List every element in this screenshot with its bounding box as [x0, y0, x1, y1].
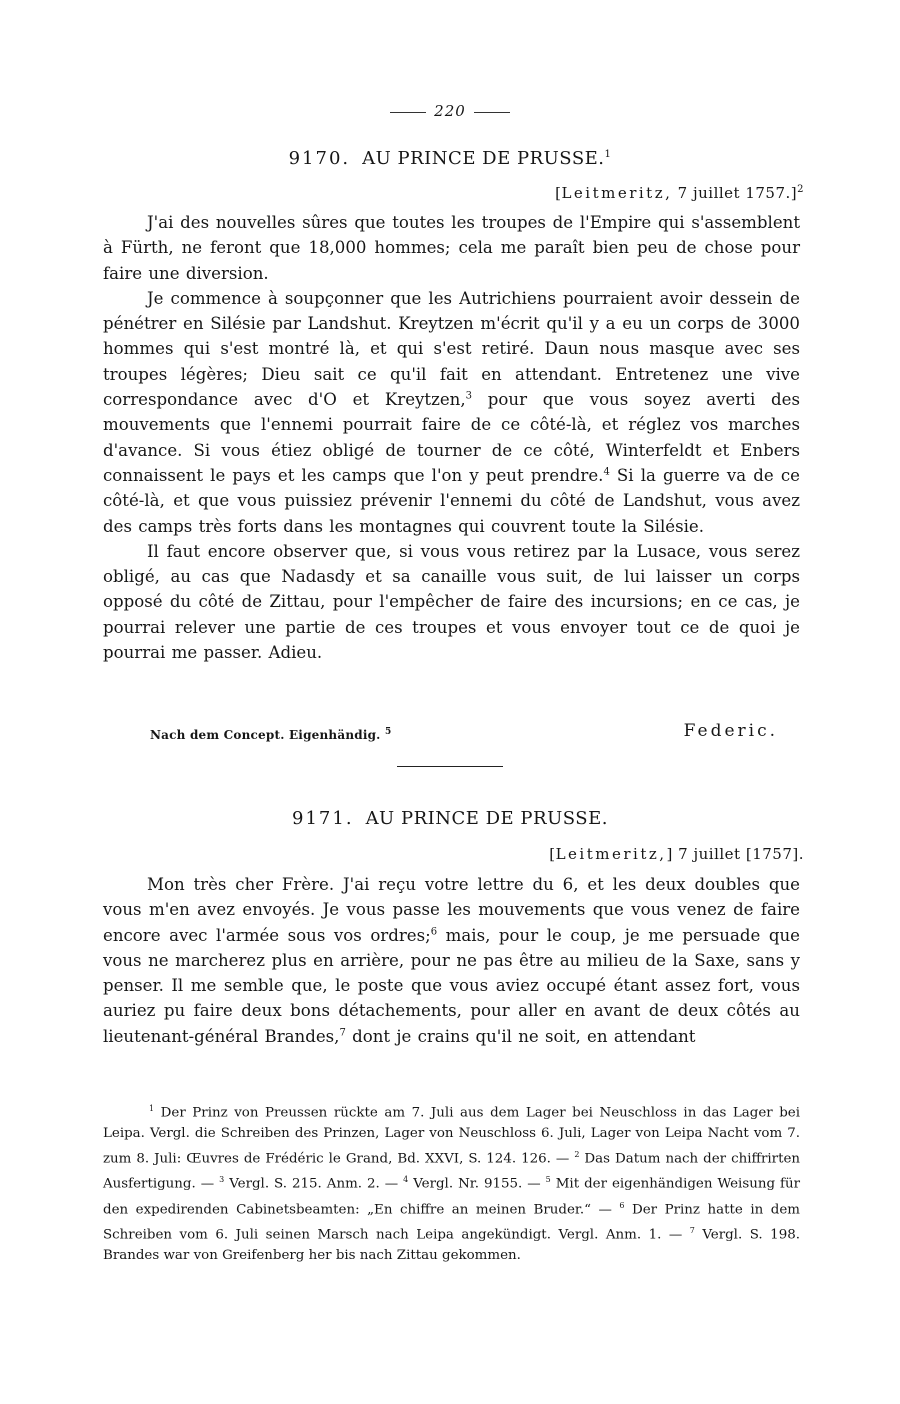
source-note — [150, 728, 391, 742]
date-rest: 7 juillet 1757.] — [672, 184, 798, 202]
footnote-paragraph — [103, 1099, 800, 1267]
footnote-ref: 2 — [797, 184, 804, 195]
footnote-ref: 5 — [384, 727, 392, 737]
letter-number: 9170. — [288, 148, 351, 169]
footnote-text: Der Prinz hatte in dem Schreiben vom 6. Juli seinen Marsch nach Leipa angekündigt. Vergl. Anm. 1. — — [103, 1202, 800, 1243]
footnote-number: 4 — [403, 1175, 409, 1185]
footnote-number: 3 — [219, 1175, 225, 1185]
letter-dateline-9171 — [549, 845, 804, 863]
footnote-ref: 3 — [465, 390, 472, 402]
date-place: Leitmeritz, — [561, 184, 673, 202]
footnote-ref: 6 — [430, 926, 438, 938]
footnote-text: Das Datum nach der chiffrirten Ausfertigung. — — [103, 1151, 801, 1192]
paragraph: Il faut encore observer que, si vous vous retirez par la Lusace, vous serez obligé, au cas que Nadasdy et sa canaille vous suit, de lui laisser un corps opposé du côté de Zittau, pour l'empêcher de faire des incursions; en ce cas, je pourrai relever une partie de ces troupes et vous envoyer tout ce de quoi je pourrai me passer. Adieu. — [103, 541, 800, 663]
footnote-text: Mit der eigenhändigen Weisung für den expedirenden Cabinetsbeamten: „En chiffre an meinen Bruder.“ — — [103, 1176, 800, 1218]
paragraph — [103, 872, 800, 1049]
letter-closing-9170 — [150, 721, 778, 743]
letter-body-9171 — [103, 872, 800, 1049]
footnote-number: 7 — [689, 1225, 695, 1235]
footnote-text: Der Prinz von Preussen rückte am 7. Juli aus dem Lager bei Neuschloss in das Lager bei Leipa. Vergl. die Schreiben des Prinzen, Lager von Neuschloss 6. Juli, Lager von Leipa Nacht vom 7. zum 8. Juli: Œuvres de Frédéric le Grand, Bd. XXVI, S. 124. 126. — — [103, 1105, 800, 1167]
letter-heading-9170 — [0, 148, 900, 169]
header-dash-left — [390, 112, 426, 113]
footnote-text: Vergl. S. 198. Brandes war von Greifenberg her bis nach Zittau gekommen. — [103, 1227, 800, 1264]
paragraph-text: pour que vous soyez averti des mouvements que l'ennemi pourrait faire de ce côté-là, et réglez vos marches d'avance. Si vous étiez obligé de tourner de ce côté, Winterfeldt et Enbers connaissent le pays et les camps que l'on y peut prendre. — [103, 390, 800, 485]
letter-title: AU PRINCE DE PRUSSE. — [362, 148, 605, 169]
footnote-number: 6 — [619, 1200, 625, 1210]
bracket: [ — [555, 184, 562, 202]
page-header — [0, 102, 900, 120]
date-rest: ] 7 juillet [1757]. — [666, 845, 804, 863]
paragraph-text: mais, pour le coup, je me persuade que vous ne marcherez plus en arrière, pour ne pas être au milieu de la Saxe, sans y penser. Il me semble que, le poste que vous aviez occupé étant assez fort, vous auriez pu faire deux bons détachements, pour aller en avant de deux côtés au lieutenant-général Brandes, — [103, 925, 800, 1046]
footnote-ref: 4 — [603, 466, 610, 478]
letter-body-9170 — [103, 210, 800, 665]
footnote-number: 2 — [574, 1150, 580, 1160]
footnote-text: Vergl. S. 215. Anm. 2. — — [224, 1176, 404, 1192]
footnote-ref: 1 — [604, 149, 612, 160]
paragraph: J'ai des nouvelles sûres que toutes les troupes de l'Empire qui s'assemblent à Fürth, ne feront que 18,000 hommes; cela me paraît bien peu de chose pour faire une diversion. — [103, 213, 800, 283]
header-dash-right — [474, 112, 510, 113]
paragraph-text: Je commence à soupçonner que les Autrichiens pourraient avoir dessein de pénétrer en Silésie par Landshut. Kreytzen m'écrit qu'il y a eu un corps de 3000 hommes qui s'est montré là, et qui s'est retiré. Daun nous masque avec ses troupes légères; Dieu sait ce qu'il fait en attendant. Entretenez une vive correspondance avec d'O et Kreytzen, — [103, 288, 800, 410]
footnote-text: Vergl. Nr. 9155. — — [408, 1176, 546, 1192]
page-number: 220 — [434, 102, 466, 120]
paragraph-text: dont je crains qu'il ne soit, en attendant — [345, 1026, 696, 1046]
date-place: Leitmeritz, — [555, 845, 667, 863]
footnote-ref: 7 — [339, 1027, 346, 1039]
letter-number: 9171. — [292, 808, 354, 829]
source-text: Nach dem Concept. Eigenhändig. — [150, 728, 381, 742]
bracket: [ — [549, 845, 556, 863]
paragraph-text: Mon très cher Frère. J'ai reçu votre lettre du 6, et les deux doubles que vous m'en avez envoyés. Je vous passe les mouvements que vous venez de faire encore avec l'armée sous vos ordres; — [103, 875, 800, 945]
letter-dateline-9170 — [555, 184, 804, 202]
section-divider — [397, 766, 503, 767]
letter-heading-9171 — [0, 808, 900, 829]
letter-title: AU PRINCE DE PRUSSE. — [365, 808, 608, 829]
signature: Federic. — [683, 721, 778, 741]
footnotes — [103, 1099, 800, 1267]
footnote-number: 1 — [149, 1104, 155, 1113]
footnote-number: 5 — [545, 1175, 551, 1185]
paragraph-text: Si la guerre va de ce côté-là, et que vous puissiez prévenir l'ennemi du côté de Landshut, vous avez des camps très forts dans les montagnes qui couvrent toute la Silésie. — [103, 465, 800, 536]
paragraph — [103, 286, 800, 539]
